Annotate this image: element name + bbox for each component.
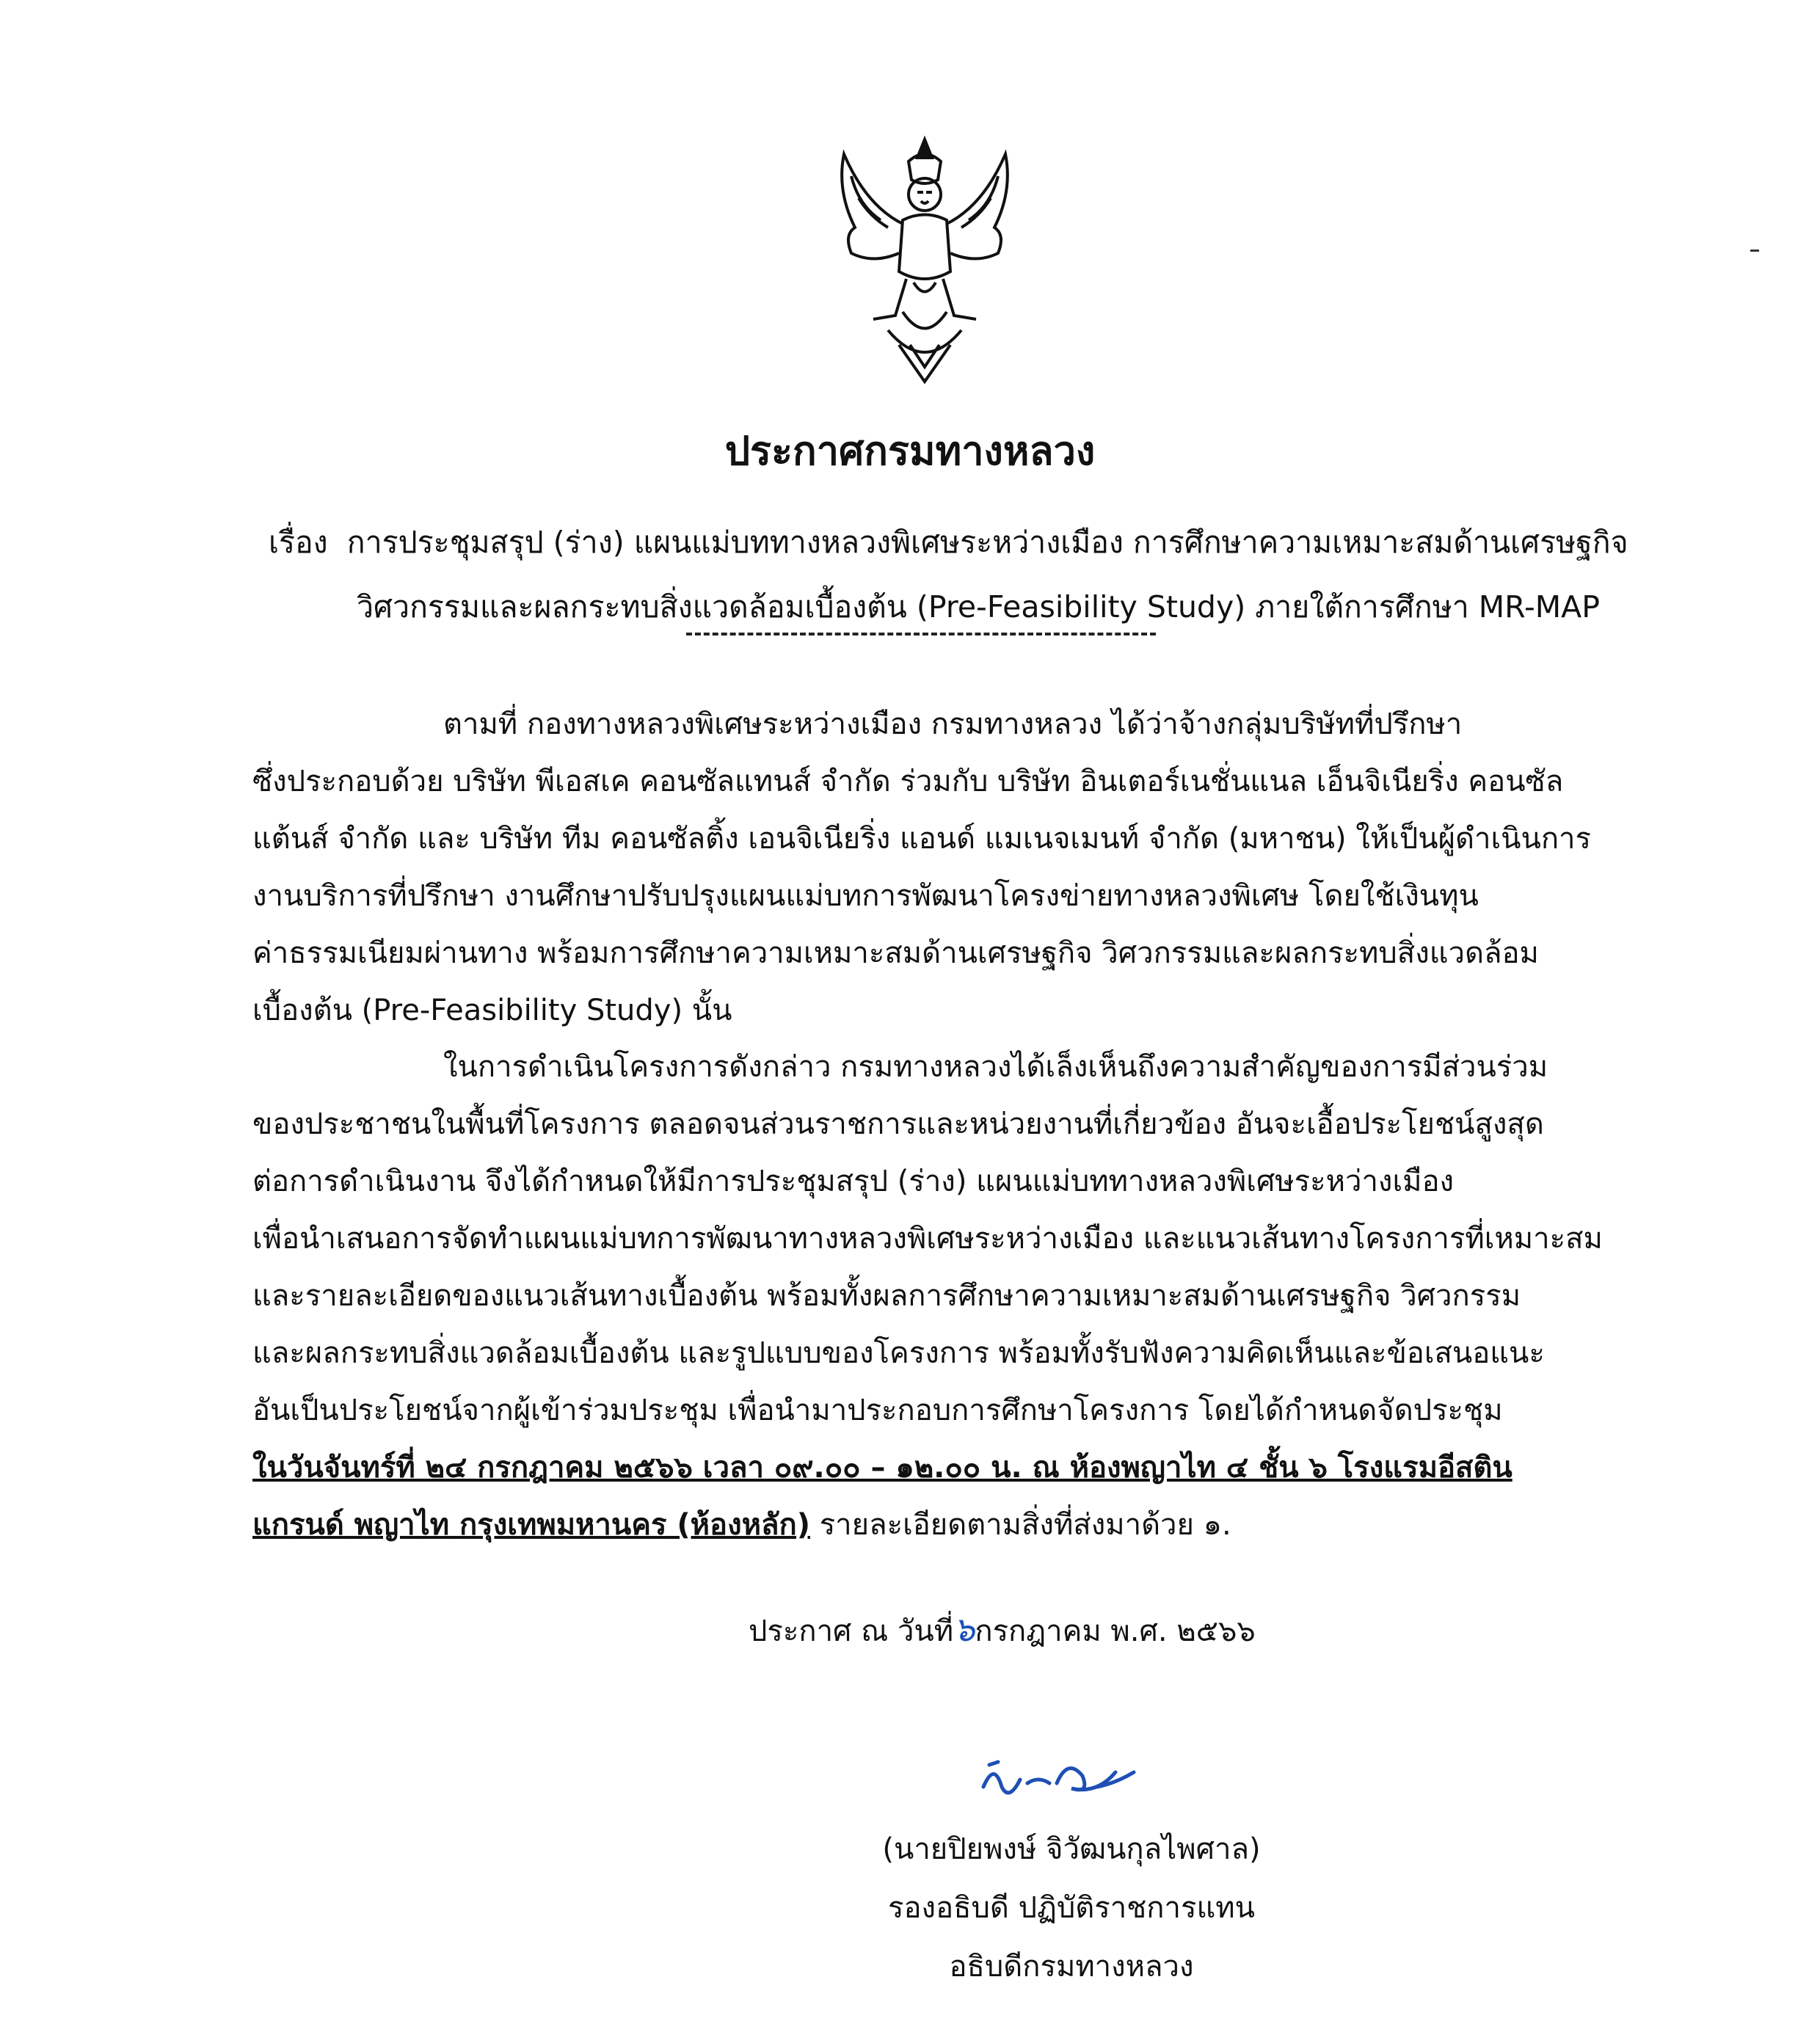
- meeting-detail-line-2: [252, 1496, 1632, 1554]
- announce-prefix: ประกาศ ณ วันที่: [749, 1614, 954, 1648]
- paragraph-1-line: ตามที่ กองทางหลวงพิเศษระหว่างเมือง กรมทางหลวง ได้ว่าจ้างกลุ่มบริษัทที่ปรึกษา: [443, 707, 1463, 741]
- paragraph-2: [252, 1038, 1632, 1554]
- announce-suffix: กรกฎาคม พ.ศ. ๒๕๖๖: [975, 1614, 1256, 1648]
- meeting-detail-tail: รายละเอียดตามสิ่งที่ส่งมาด้วย ๑.: [809, 1508, 1231, 1542]
- paragraph-1-line: งานบริการที่ปรึกษา งานศึกษาปรับปรุงแผนแม่บทการพัฒนาโครงข่ายทางหลวงพิเศษ โดยใช้เงินทุน: [252, 879, 1479, 913]
- paragraph-1-line: เบื้องต้น (Pre-Feasibility Study) นั้น: [252, 994, 732, 1027]
- meeting-detail-bold-2: แกรนด์ พญาไท กรุงเทพมหานคร (ห้องหลัก): [252, 1508, 810, 1542]
- paragraph-1-line: แต้นส์ จำกัด และ บริษัท ทีม คอนซัลติ้ง เอนจิเนียริ่ง แอนด์ แมเนจเมนท์ จำกัด (มหาชน) ให้เป็นผู้ดำเนินการ: [252, 822, 1592, 856]
- paragraph-2-line: ของประชาชนในพื้นที่โครงการ ตลอดจนส่วนราชการและหน่วยงานที่เกี่ยวข้อง อันจะเอื้อประโยชน์สูงสุด: [252, 1107, 1544, 1141]
- paragraph-1-line: ค่าธรรมเนียมผ่านทาง พร้อมการศึกษาความเหมาะสมด้านเศรษฐกิจ วิศวกรรมและผลกระทบสิ่งแวดล้อม: [252, 936, 1539, 970]
- paragraph-2-line: ต่อการดำเนินงาน จึงได้กำหนดให้มีการประชุมสรุป (ร่าง) แผนแม่บททางหลวงพิเศษระหว่างเมือง: [252, 1165, 1455, 1198]
- paragraph-2-line: เพื่อนำเสนอการจัดทำแผนแม่บทการพัฒนาทางหลวงพิเศษระหว่างเมือง และแนวเส้นทางโครงการที่เหมาะสม: [252, 1222, 1603, 1256]
- subject-line-1: [269, 510, 1648, 575]
- subject-line-2: วิศวกรรมและผลกระทบสิ่งแวดล้อมเบื้องต้น (Pre-Feasibility Study) ภายใต้การศึกษา MR-MAP: [357, 589, 1600, 624]
- announce-date: [749, 1600, 1409, 1661]
- page-title: ประกาศกรมทางหลวง: [724, 428, 1096, 474]
- meeting-detail-bold-1: ในวันจันทร์ที่ ๒๔ กรกฎาคม ๒๕๖๖ เวลา ๐๙.๐๐ – ๑๒.๐๐ น. ณ ห้องพญาไท ๔ ชั้น ๖ โรงแรมอีสติน: [252, 1451, 1513, 1485]
- subject-label: เรื่อง: [269, 525, 328, 560]
- paragraph-2-line: และผลกระทบสิ่งแวดล้อมเบื้องต้น และรูปแบบของโครงการ พร้อมทั้งรับฟังความคิดเห็นและข้อเสนอแนะ: [252, 1336, 1545, 1370]
- announce-day-handwritten: ๖: [953, 1609, 975, 1649]
- separator-line: [686, 633, 1156, 636]
- subject-block: [269, 510, 1648, 639]
- subject-text-1: การประชุมสรุป (ร่าง) แผนแม่บททางหลวงพิเศษระหว่างเมือง การศึกษาความเหมาะสมด้านเศรษฐกิจ: [346, 525, 1628, 560]
- paragraph-1: [252, 696, 1632, 1039]
- paragraph-2-line: ในการดำเนินโครงการดังกล่าว กรมทางหลวงได้เล็งเห็นถึงความสำคัญของการมีส่วนร่วม: [443, 1050, 1548, 1084]
- paragraph-2-line: อันเป็นประโยชน์จากผู้เข้าร่วมประชุม เพื่อนำมาประกอบการศึกษาโครงการ โดยได้กำหนดจัดประชุม: [252, 1394, 1503, 1427]
- paragraph-2-line: และรายละเอียดของแนวเส้นทางเบื้องต้น พร้อมทั้งผลการศึกษาความเหมาะสมด้านเศรษฐกิจ วิศวกรรม: [252, 1279, 1521, 1313]
- garuda-emblem-icon: [815, 125, 1035, 389]
- scan-mark: [1750, 250, 1759, 252]
- handwritten-signature: [969, 1743, 1145, 1809]
- signer-position: รองอธิบดี ปฏิบัติราชการแทน: [888, 1891, 1255, 1925]
- paragraph-1-line: ซึ่งประกอบด้วย บริษัท พีเอสเค คอนซัลแทนส์ จำกัด ร่วมกับ บริษัท อินเตอร์เนชั่นแนล เอ็นจิเนียริ่ง คอนซัล: [252, 765, 1564, 798]
- signer-department: อธิบดีกรมทางหลวง: [949, 1950, 1194, 1984]
- signer-block: [741, 1820, 1402, 1996]
- signer-name: (นายปิยพงษ์ จิวัฒนกุลไพศาล): [882, 1832, 1261, 1866]
